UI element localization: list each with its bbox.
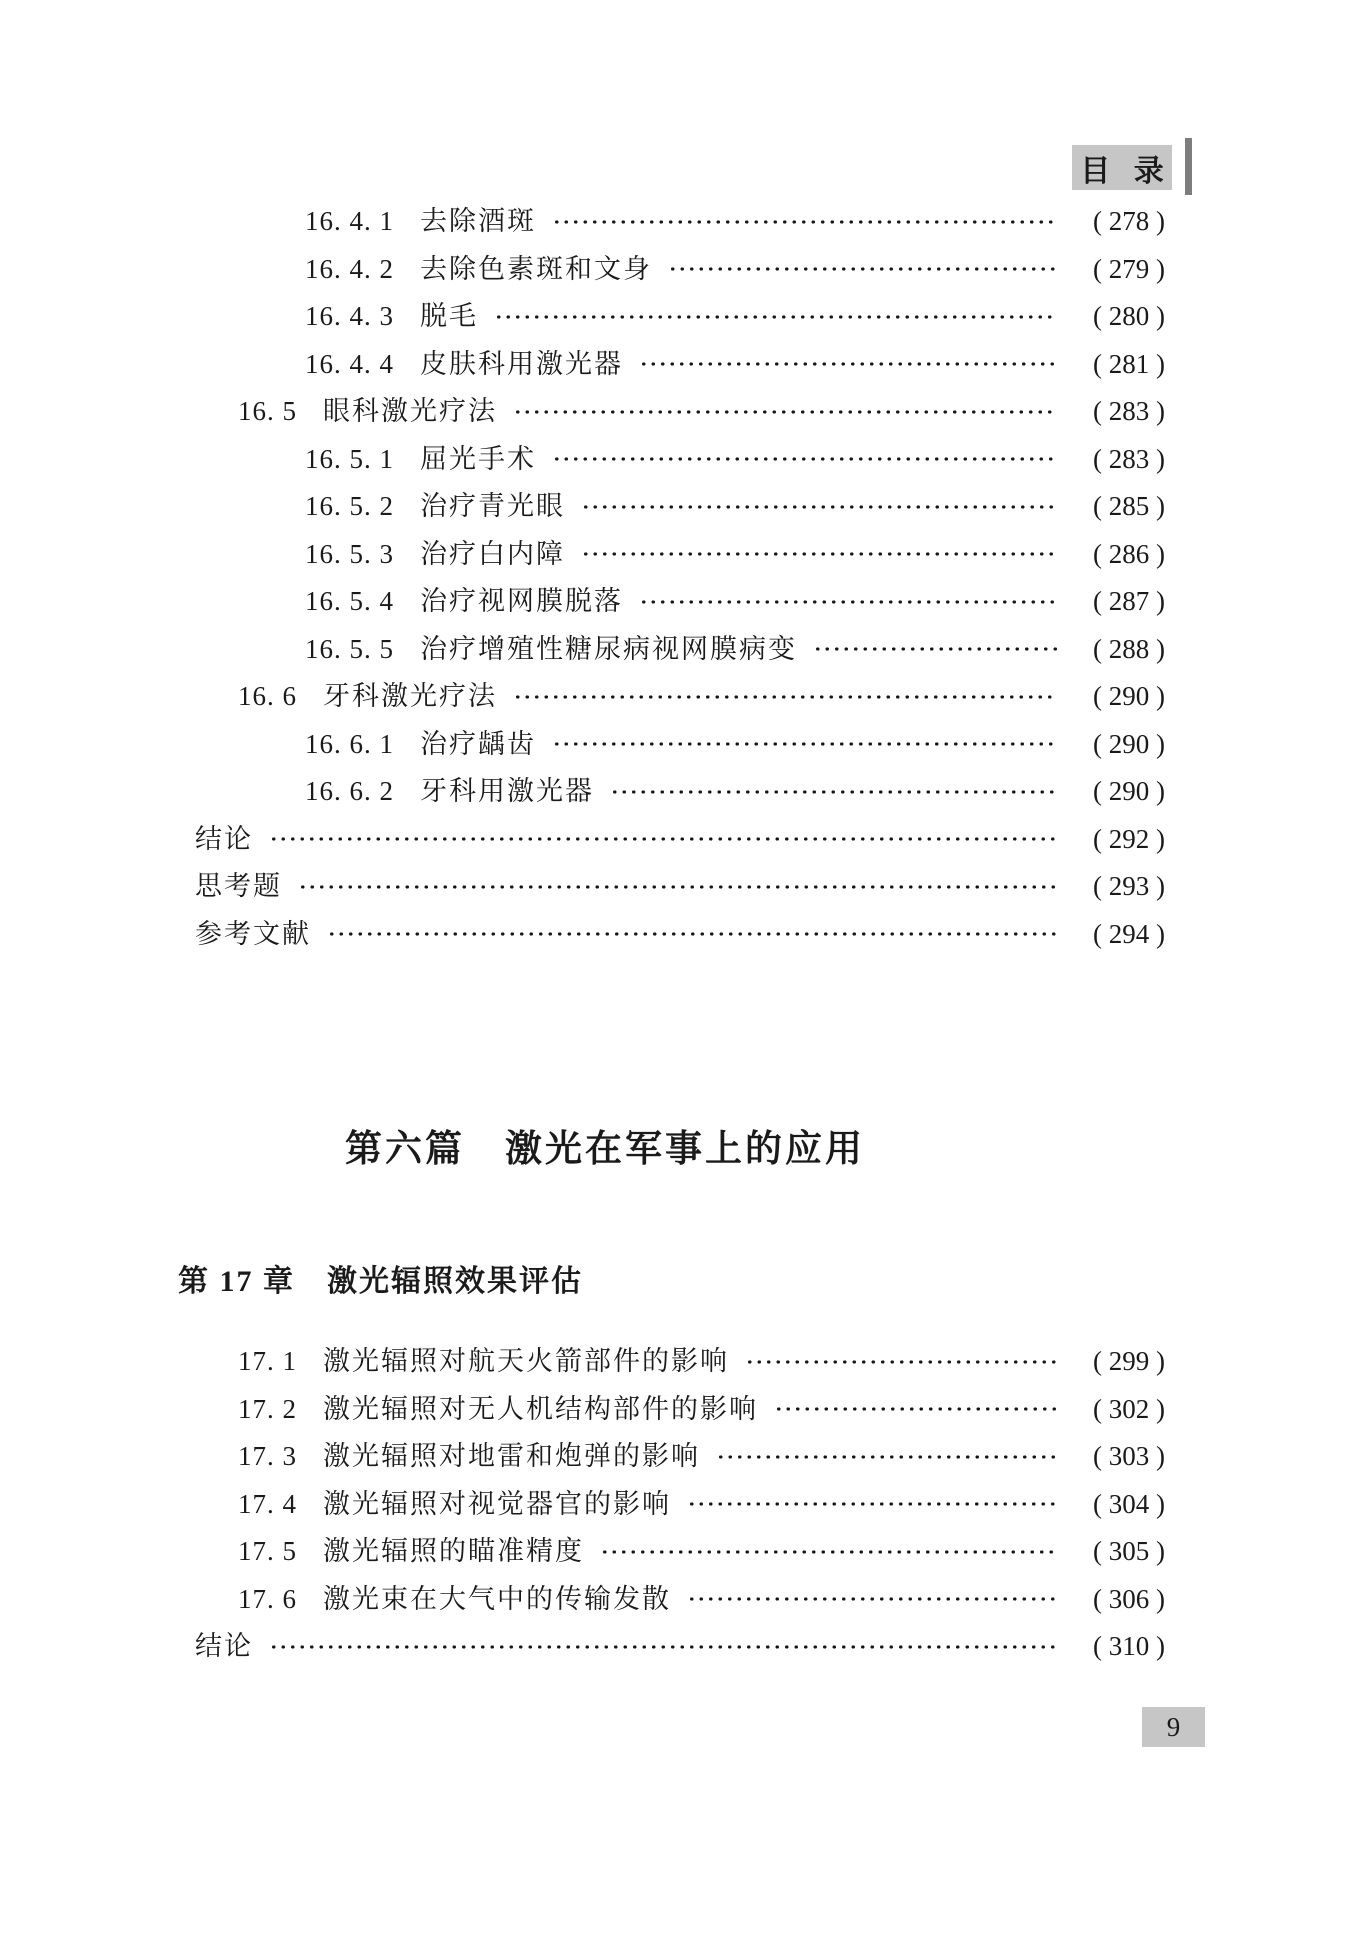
toc-entry <box>195 816 1165 864</box>
toc-entry-page-number: ( 294 ) <box>1093 918 1165 949</box>
toc-entry-number: 16. 5. 1 <box>305 443 394 474</box>
dot-leader <box>716 1451 1057 1463</box>
header-accent-bar <box>1185 138 1192 195</box>
toc-entry-page-number: ( 290 ) <box>1093 728 1165 759</box>
toc-entry <box>195 246 1165 294</box>
toc-entry <box>195 1528 1165 1576</box>
toc-entry-title: 治疗增殖性糖尿病视网膜病变 <box>420 633 797 664</box>
dot-leader <box>327 928 1057 940</box>
dot-leader <box>513 691 1057 703</box>
toc-entry-page-number: ( 285 ) <box>1093 491 1165 521</box>
dot-leader <box>600 1546 1057 1558</box>
toc-header-label: 目 录 <box>1080 154 1172 188</box>
toc-entry-title: 治疗视网膜脱落 <box>420 586 623 616</box>
toc-list-chapter17 <box>195 1338 1165 1671</box>
toc-entry-title: 激光辐照对无人机结构部件的影响 <box>323 1393 758 1424</box>
dot-leader <box>639 596 1057 608</box>
toc-entry <box>195 293 1165 341</box>
toc-entry-number: 16. 4. 1 <box>305 206 394 236</box>
toc-entry <box>195 721 1165 769</box>
toc-entry <box>195 1433 1165 1481</box>
toc-entry-page-number: ( 290 ) <box>1093 776 1165 806</box>
toc-entry-page-number: ( 280 ) <box>1093 301 1165 331</box>
toc-entry <box>195 531 1165 579</box>
toc-entry <box>195 1481 1165 1529</box>
toc-entry-page-number: ( 278 ) <box>1093 206 1165 236</box>
toc-entry-number: 16. 6. 2 <box>305 776 394 806</box>
chapter-17-heading: 第 17 章 激光辐照效果评估 <box>178 1265 583 1298</box>
toc-entry-number: 17. 2 <box>238 1393 297 1424</box>
toc-entry-number: 16. 5. 4 <box>305 586 394 616</box>
toc-entry-page-number: ( 283 ) <box>1093 396 1165 426</box>
toc-entry-title: 治疗白内障 <box>420 538 565 569</box>
toc-entry-title: 脱毛 <box>420 301 478 331</box>
toc-entry-title: 思考题 <box>195 871 282 901</box>
toc-entry-title: 结论 <box>195 1631 253 1661</box>
toc-entry-title: 激光辐照对地雷和炮弹的影响 <box>323 1441 700 1471</box>
toc-entry <box>195 436 1165 484</box>
toc-entry-page-number: ( 288 ) <box>1093 633 1165 664</box>
toc-entry-page-number: ( 292 ) <box>1093 823 1165 854</box>
dot-leader <box>774 1403 1057 1415</box>
toc-entry-title: 激光辐照对航天火箭部件的影响 <box>323 1346 729 1376</box>
dot-leader <box>581 548 1057 560</box>
toc-entry-title: 牙科用激光器 <box>420 776 594 806</box>
dot-leader <box>269 1641 1057 1653</box>
dot-leader <box>687 1498 1057 1510</box>
toc-entry-page-number: ( 299 ) <box>1093 1346 1165 1376</box>
toc-entry-title: 激光辐照的瞄准精度 <box>323 1536 584 1566</box>
toc-entry-title: 牙科激光疗法 <box>323 681 497 711</box>
dot-leader <box>513 406 1057 418</box>
toc-entry-page-number: ( 281 ) <box>1093 348 1165 379</box>
toc-entry-page-number: ( 286 ) <box>1093 538 1165 569</box>
toc-entry-number: 17. 6 <box>238 1583 297 1614</box>
toc-entry-number: 16. 5. 3 <box>305 538 394 569</box>
content-column <box>178 0 1165 1671</box>
dot-leader <box>552 453 1057 465</box>
toc-entry <box>195 483 1165 531</box>
toc-entry-page-number: ( 287 ) <box>1093 586 1165 616</box>
toc-entry-page-number: ( 303 ) <box>1093 1441 1165 1471</box>
dot-leader <box>494 311 1057 323</box>
toc-entry <box>195 1576 1165 1624</box>
toc-entry <box>195 626 1165 674</box>
toc-entry-title: 治疗青光眼 <box>420 491 565 521</box>
part-title: 第六篇 激光在军事上的应用 <box>345 1129 865 1170</box>
toc-entry-title: 眼科激光疗法 <box>323 396 497 426</box>
toc-entry <box>195 1386 1165 1434</box>
dot-leader <box>581 501 1057 513</box>
toc-entry-number: 17. 4 <box>238 1488 297 1519</box>
toc-entry-page-number: ( 293 ) <box>1093 871 1165 901</box>
toc-entry-title: 去除色素斑和文身 <box>420 253 652 284</box>
toc-entry-page-number: ( 290 ) <box>1093 681 1165 711</box>
toc-entry-page-number: ( 283 ) <box>1093 443 1165 474</box>
toc-entry <box>195 911 1165 959</box>
dot-leader <box>668 263 1057 275</box>
toc-entry-page-number: ( 302 ) <box>1093 1393 1165 1424</box>
toc-entry <box>195 1623 1165 1671</box>
toc-entry-title: 激光束在大气中的传输发散 <box>323 1583 671 1614</box>
toc-entry-title: 去除酒斑 <box>420 206 536 236</box>
toc-entry-number: 17. 1 <box>238 1346 297 1376</box>
toc-entry <box>195 1338 1165 1386</box>
toc-entry-title: 结论 <box>195 823 253 854</box>
toc-entry-number: 16. 6. 1 <box>305 728 394 759</box>
toc-entry-number: 16. 5. 5 <box>305 633 394 664</box>
dot-leader <box>813 643 1057 655</box>
toc-entry <box>195 388 1165 436</box>
toc-entry-page-number: ( 305 ) <box>1093 1536 1165 1566</box>
dot-leader <box>552 738 1057 750</box>
toc-entry-page-number: ( 304 ) <box>1093 1488 1165 1519</box>
toc-entry-number: 17. 5 <box>238 1536 297 1566</box>
toc-entry-number: 16. 6 <box>238 681 297 711</box>
toc-entry-title: 皮肤科用激光器 <box>420 348 623 379</box>
toc-entry <box>195 578 1165 626</box>
toc-entry-page-number: ( 306 ) <box>1093 1583 1165 1614</box>
dot-leader <box>298 881 1057 893</box>
toc-entry-title: 参考文献 <box>195 918 311 949</box>
footer-page-number: 9 <box>1166 1711 1181 1742</box>
toc-entry-number: 16. 4. 2 <box>305 253 394 284</box>
toc-entry <box>195 341 1165 389</box>
toc-entry-number: 16. 4. 4 <box>305 348 394 379</box>
dot-leader <box>269 833 1057 845</box>
toc-entry-number: 17. 3 <box>238 1441 297 1471</box>
toc-entry-title: 屈光手术 <box>420 443 536 474</box>
dot-leader <box>610 786 1057 798</box>
toc-entry-number: 16. 4. 3 <box>305 301 394 331</box>
toc-entry-page-number: ( 279 ) <box>1093 253 1165 284</box>
toc-entry-title: 激光辐照对视觉器官的影响 <box>323 1488 671 1519</box>
toc-entry-page-number: ( 310 ) <box>1093 1631 1165 1661</box>
toc-entry <box>195 863 1165 911</box>
toc-entry <box>195 768 1165 816</box>
dot-leader <box>687 1593 1057 1605</box>
toc-entry-number: 16. 5. 2 <box>305 491 394 521</box>
dot-leader <box>552 216 1057 228</box>
footer-page-number-badge <box>1142 1707 1205 1747</box>
toc-entry-title: 治疗龋齿 <box>420 728 536 759</box>
toc-entry <box>195 198 1165 246</box>
dot-leader <box>639 358 1057 370</box>
toc-entry <box>195 673 1165 721</box>
dot-leader <box>745 1356 1057 1368</box>
toc-list-chapter16 <box>195 198 1165 958</box>
toc-entry-number: 16. 5 <box>238 396 297 426</box>
